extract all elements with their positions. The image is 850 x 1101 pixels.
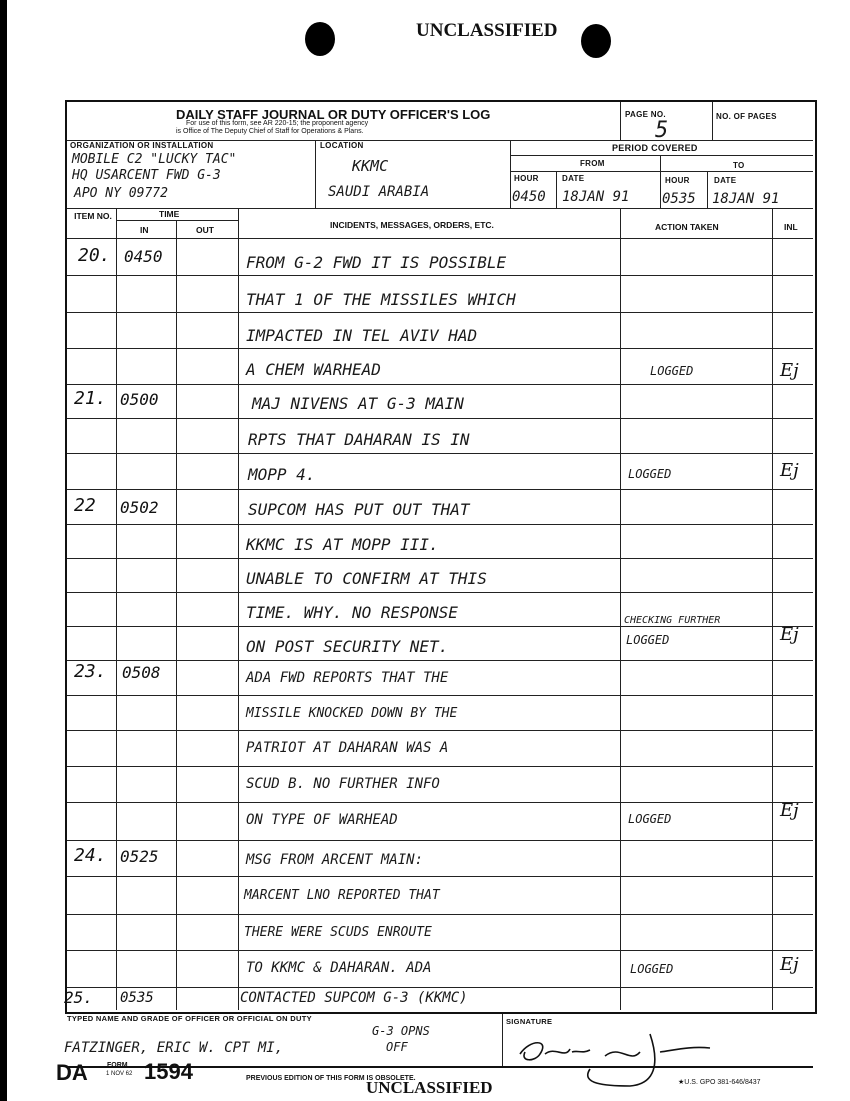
classification-top: UNCLASSIFIED — [416, 20, 558, 41]
entry-line: SUPCOM HAS PUT OUT THAT — [248, 500, 470, 519]
entry-line: THAT 1 OF THE MISSILES WHICH — [246, 290, 516, 309]
from-label: FROM — [580, 159, 605, 168]
to-hour-label: HOUR — [665, 176, 690, 185]
initials: Ej — [780, 360, 799, 381]
page-no-label: PAGE NO. — [625, 110, 666, 119]
action-logged: LOGGED — [626, 633, 670, 647]
entry-time-21: 0500 — [120, 390, 159, 409]
typed-name-note-1: G-3 OPNS — [372, 1024, 430, 1038]
typed-name: FATZINGER, ERIC W. CPT MI, — [64, 1040, 284, 1056]
entry-line: ADA FWD REPORTS THAT THE — [246, 670, 449, 686]
org-line-3: APO NY 09772 — [74, 186, 168, 201]
form-subtitle-2: is Office of The Deputy Chief of Staff for Operations & Plans. — [176, 128, 364, 135]
entry-line: FROM G-2 FWD IT IS POSSIBLE — [246, 253, 507, 272]
page-no-value: 5 — [655, 118, 669, 143]
org-line-2: HQ USARCENT FWD G-3 — [72, 168, 221, 183]
action-logged: LOGGED — [628, 812, 672, 826]
entry-line: RPTS THAT DAHARAN IS IN — [248, 430, 470, 449]
entry-line: ON POST SECURITY NET. — [246, 637, 449, 656]
action-checking: CHECKING FURTHER — [624, 615, 721, 626]
location-line-1: KKMC — [352, 157, 389, 175]
entry-item-24: 24. — [74, 845, 107, 866]
col-in: IN — [140, 225, 149, 235]
entry-item-25: 25. — [64, 988, 93, 1007]
initials: Ej — [780, 954, 799, 975]
entry-item-22: 22 — [74, 495, 96, 516]
col-out: OUT — [196, 225, 214, 235]
from-date-label: DATE — [562, 174, 585, 183]
entry-time-20: 0450 — [124, 247, 163, 266]
entry-line: TO KKMC & DAHARAN. ADA — [246, 960, 432, 976]
entry-line: MOPP 4. — [248, 465, 316, 484]
entry-line: THERE WERE SCUDS ENROUTE — [244, 925, 432, 940]
entry-line: MSG FROM ARCENT MAIN: — [246, 852, 424, 868]
to-date-label: DATE — [714, 176, 737, 185]
org-line-1: MOBILE C2 "LUCKY TAC" — [72, 152, 237, 167]
entry-time-22: 0502 — [120, 498, 159, 517]
entry-line: KKMC IS AT MOPP III. — [246, 535, 439, 554]
entry-item-23: 23. — [74, 661, 107, 682]
location-label: LOCATION — [320, 141, 364, 150]
binder-hole-right — [581, 24, 611, 58]
entry-line: CONTACTED SUPCOM G-3 (KKMC) — [240, 990, 468, 1006]
entry-line: MISSILE KNOCKED DOWN BY THE — [246, 706, 458, 721]
from-hour: 0450 — [512, 189, 546, 205]
form-word: FORM — [107, 1062, 128, 1069]
entry-line: UNABLE TO CONFIRM AT THIS — [246, 569, 487, 588]
entry-line: MARCENT LNO REPORTED THAT — [244, 888, 440, 903]
entry-line: A CHEM WARHEAD — [246, 360, 381, 379]
typed-name-note-2: OFF — [386, 1040, 408, 1054]
signature-label: SIGNATURE — [506, 1017, 553, 1026]
binder-hole-left — [305, 22, 335, 56]
form-date: 1 NOV 62 — [106, 1071, 133, 1077]
entry-line: MAJ NIVENS AT G-3 MAIN — [252, 394, 464, 413]
to-hour: 0535 — [662, 191, 696, 207]
initials: Ej — [780, 624, 799, 645]
col-item-no: ITEM NO. — [74, 211, 112, 221]
form-subtitle-1: For use of this form, see AR 220-15; the proponent agency — [186, 120, 369, 127]
initials: Ej — [780, 460, 799, 481]
entry-line: ON TYPE OF WARHEAD — [246, 812, 398, 828]
period-label: PERIOD COVERED — [612, 143, 698, 153]
org-label: ORGANIZATION OR INSTALLATION — [70, 141, 214, 150]
entry-time-25: 0535 — [120, 990, 154, 1006]
form-number: 1594 — [144, 1059, 193, 1084]
gpo-imprint: ★U.S. GPO 381-646/8437 — [678, 1079, 761, 1086]
col-time: TIME — [159, 209, 180, 219]
col-inl: INL — [784, 222, 798, 232]
to-label: TO — [733, 161, 745, 170]
from-hour-label: HOUR — [514, 174, 539, 183]
entry-line: PATRIOT AT DAHARAN WAS A — [246, 740, 449, 756]
col-action: ACTION TAKEN — [655, 222, 719, 232]
action-logged: LOGGED — [628, 467, 672, 481]
form-title: DAILY STAFF JOURNAL OR DUTY OFFICER'S LOG — [176, 107, 491, 122]
form-prefix: DA — [56, 1060, 88, 1085]
no-of-pages-label: NO. OF PAGES — [716, 112, 777, 121]
initials: Ej — [780, 800, 799, 821]
entry-time-23: 0508 — [122, 663, 161, 682]
entry-line: IMPACTED IN TEL AVIV HAD — [246, 326, 478, 345]
left-edge-bar — [0, 0, 7, 1101]
classification-bottom: UNCLASSIFIED — [366, 1078, 493, 1097]
action-logged: LOGGED — [630, 962, 674, 976]
entry-line: SCUD B. NO FURTHER INFO — [246, 776, 440, 792]
typed-name-label: TYPED NAME AND GRADE OF OFFICER OR OFFICIAL ON DUTY — [67, 1014, 312, 1023]
entry-item-20: 20. — [78, 245, 111, 266]
entry-line: TIME. WHY. NO RESPONSE — [246, 603, 458, 622]
action-logged: LOGGED — [650, 364, 694, 378]
col-incidents: INCIDENTS, MESSAGES, ORDERS, ETC. — [330, 220, 494, 230]
to-date: 18JAN 91 — [712, 191, 780, 207]
entry-time-24: 0525 — [120, 847, 159, 866]
previous-edition: PREVIOUS EDITION OF THIS FORM IS OBSOLETE. — [246, 1075, 416, 1082]
location-line-2: SAUDI ARABIA — [328, 184, 430, 200]
from-date: 18JAN 91 — [562, 189, 630, 205]
entry-item-21: 21. — [74, 388, 107, 409]
